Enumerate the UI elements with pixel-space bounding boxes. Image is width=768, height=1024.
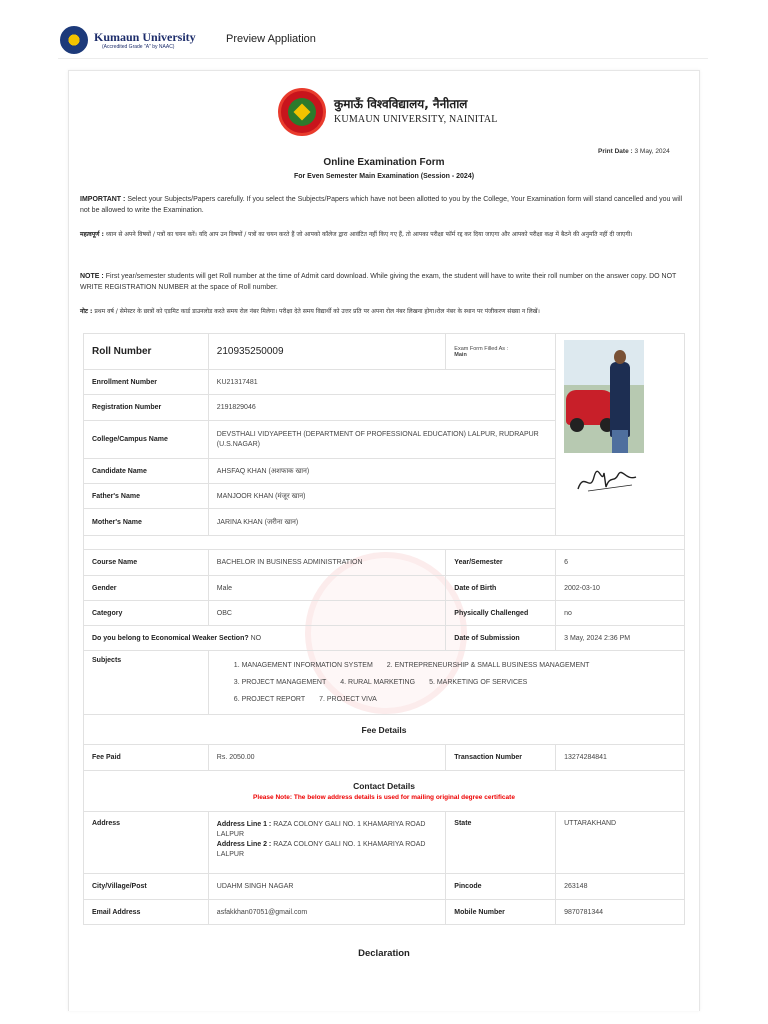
accreditation-text: (Accredited Grade "A" by NAAC) [102, 43, 175, 50]
fee-paid-label: Fee Paid [84, 745, 209, 771]
subject-item: 1. MANAGEMENT INFORMATION SYSTEM [233, 662, 373, 669]
exam-form-filled: Exam Form Filled As : Main [446, 334, 556, 370]
address-note: Please Note: The below address details is used for mailing original degree certificate [253, 794, 515, 801]
print-date: Print Date : 3 May, 2024 [598, 148, 670, 155]
photo-signature-cell [556, 334, 685, 536]
page-title: Preview Appliation [226, 33, 316, 45]
registration-label: Registration Number [84, 395, 209, 421]
father-name-label: Father's Name [84, 484, 209, 509]
subject-item: 4. RURAL MARKETING [340, 679, 416, 686]
candidate-photo [564, 340, 644, 453]
pincode-label: Pincode [446, 874, 556, 900]
university-logo[interactable] [60, 26, 196, 54]
city-label: City/Village/Post [84, 874, 209, 900]
note-notice-hindi: नोट : प्रथम वर्ष / सेमेस्टर के छात्रों को एडमिट कार्ड डाउनलोड करते समय रोल नंबर मिलेगा। परीक्षा देते समय विद्यार्थी को उत्तर प्रति पर अपना रोल नंबर लिखना होगा।रोल नंबर के स्थान पर पंजीकरण संख्या न लिखें। [80, 308, 540, 315]
year-semester-value: 6 [556, 550, 685, 576]
roll-number-label: Roll Number [84, 334, 209, 370]
roll-number-value: 210935250009 [208, 334, 446, 370]
ews-field: Do you belong to Economical Weaker Section? NO [84, 626, 446, 651]
table-row [84, 576, 685, 601]
state-label: State [446, 812, 556, 874]
table-row [84, 874, 685, 900]
form-title: Online Examination Form [323, 157, 445, 168]
enrollment-value: KU21317481 [208, 370, 555, 395]
table-row [84, 651, 685, 715]
father-name-value: MANJOOR KHAN (मंजूर खान) [208, 484, 555, 509]
transaction-label: Transaction Number [446, 745, 556, 771]
address-value: Address Line 1 : RAZA COLONY GALI NO. 1 KHAMARIYA ROAD LALPUR Address Line 2 : RAZA COLONY GALI NO. 1 KHAMARIYA ROAD LALPUR [208, 812, 446, 874]
mobile-label: Mobile Number [446, 900, 556, 925]
university-name: Kumaun University [94, 29, 196, 44]
contact-section-header [84, 771, 685, 812]
dob-label: Date of Birth [446, 576, 556, 601]
candidate-signature [574, 463, 642, 497]
course-name-value: BACHELOR IN BUSINESS ADMINISTRATION [208, 550, 446, 576]
subject-item: 2. ENTREPRENEURSHIP & SMALL BUSINESS MANAGEMENT [386, 662, 590, 669]
address-label: Address [84, 812, 209, 874]
fee-details-title: Fee Details [84, 715, 685, 745]
fee-paid-value: Rs. 2050.00 [208, 745, 446, 771]
subject-item: 6. PROJECT REPORT [233, 696, 306, 703]
table-row [84, 626, 685, 651]
gender-label: Gender [84, 576, 209, 601]
mother-name-value: JARINA KHAN (जरीना खान) [208, 509, 555, 536]
submission-date-label: Date of Submission [446, 626, 556, 651]
category-label: Category [84, 601, 209, 626]
table-row [84, 601, 685, 626]
university-hindi-name: कुमाऊँ विश्वविद्यालय, नैनीताल [334, 97, 468, 111]
candidate-name-value: AHSFAQ KHAN (अशफाक खान) [208, 459, 555, 484]
email-label: Email Address [84, 900, 209, 925]
declaration-heading: Declaration [358, 948, 410, 959]
important-notice-hindi: महत्वपूर्ण : ध्यान से अपने विषयों / पत्रों का चयन करें। यदि आप उन विषयों / पत्रों का चयन करते हैं जो आपको कॉलेज द्वारा आवंटित नहीं किए गए हैं, तो आपका परीक्षा फॉर्म रद्द कर दिया जाएगा और आपको परीक्षा कक्ष में बैठने की अनुमति नहीं दी जाएगी। [80, 231, 633, 238]
form-subtitle: For Even Semester Main Examination (Session - 2024) [293, 173, 475, 180]
university-seal-icon [278, 88, 326, 136]
subjects-label: Subjects [84, 651, 209, 715]
course-name-label: Course Name [84, 550, 209, 576]
gender-value: Male [208, 576, 446, 601]
divider [58, 58, 708, 59]
physically-challenged-label: Physically Challenged [446, 601, 556, 626]
year-semester-label: Year/Semester [446, 550, 556, 576]
pincode-value: 263148 [556, 874, 685, 900]
state-value: UTTARAKHAND [556, 812, 685, 874]
table-row [84, 550, 685, 576]
university-emblem-icon [60, 26, 88, 54]
application-table [83, 333, 685, 925]
spacer-row [84, 536, 685, 550]
email-value: asfakkhan07051@gmail.com [208, 900, 446, 925]
subject-item: 5. MARKETING OF SERVICES [429, 679, 528, 686]
college-label: College/Campus Name [84, 421, 209, 459]
mobile-value: 9870781344 [556, 900, 685, 925]
enrollment-label: Enrollment Number [84, 370, 209, 395]
fee-section-header [84, 715, 685, 745]
important-notice: IMPORTANT : Select your Subjects/Papers carefully. If you select the Subjects/Papers which have not been allotted to you by the College, Your Examination form will stand cancelled and you will not be allowed to write the Examination. [80, 196, 683, 214]
category-value: OBC [208, 601, 446, 626]
university-english-name: KUMAUN UNIVERSITY, NAINITAL [334, 114, 498, 125]
registration-value: 2191829046 [208, 395, 555, 421]
table-row [84, 900, 685, 925]
table-row [84, 745, 685, 771]
mother-name-label: Mother's Name [84, 509, 209, 536]
submission-date-value: 3 May, 2024 2:36 PM [556, 626, 685, 651]
city-value: UDAHM SINGH NAGAR [208, 874, 446, 900]
dob-value: 2002-03-10 [556, 576, 685, 601]
candidate-name-label: Candidate Name [84, 459, 209, 484]
transaction-value: 13274284841 [556, 745, 685, 771]
physically-challenged-value: no [556, 601, 685, 626]
contact-details-title: Contact Details [353, 781, 415, 791]
note-notice: NOTE : First year/semester students will get Roll number at the time of Admit card download. While giving the exam, the student will have to write their roll number on the answer copy. DO NOT WRITE REGISTRATION NUMBER at the space of Roll number. [80, 273, 677, 291]
subjects-list [208, 651, 684, 715]
table-row [84, 812, 685, 874]
subject-item: 7. PROJECT VIVA [319, 696, 377, 703]
college-value: DEVSTHALI VIDYAPEETH (DEPARTMENT OF PROFESSIONAL EDUCATION) LALPUR, RUDRAPUR (U.S.NAGAR) [208, 421, 555, 459]
table-row [84, 334, 685, 370]
top-bar [0, 0, 768, 62]
subject-item: 3. PROJECT MANAGEMENT [233, 679, 327, 686]
